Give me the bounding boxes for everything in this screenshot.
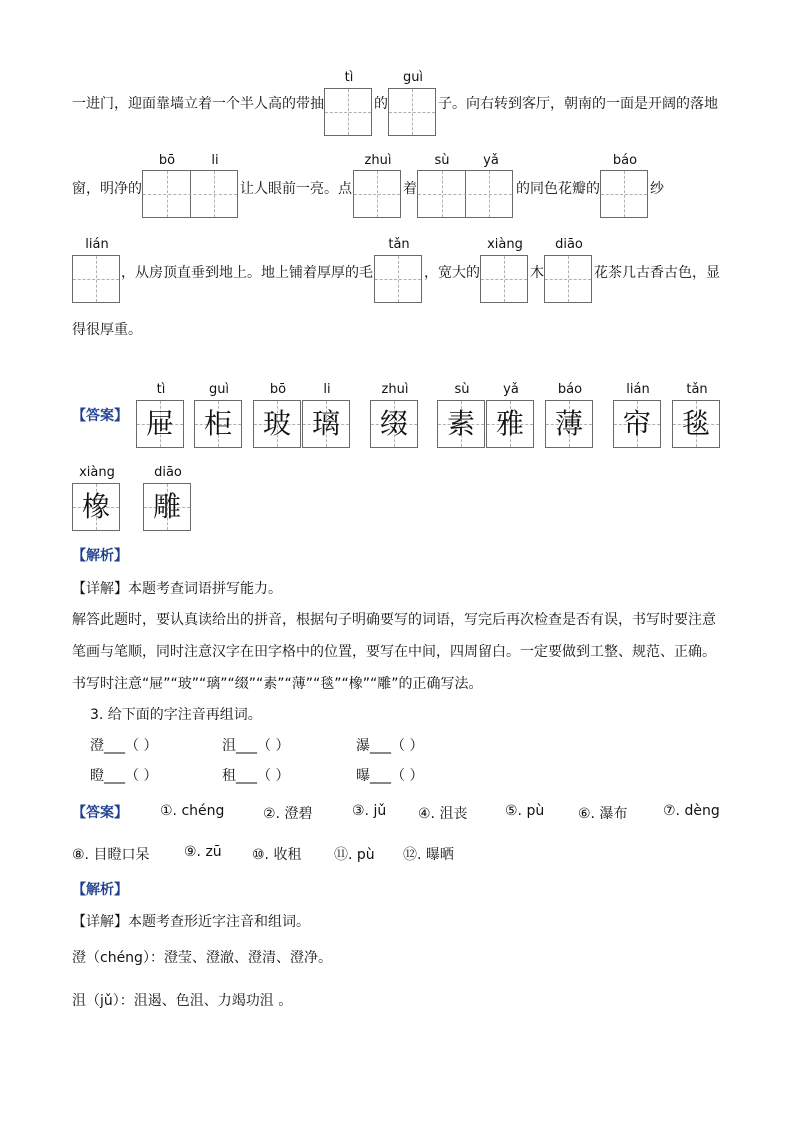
answer2-item: ⑧. 目瞪口呆 [72,847,150,863]
pinyin-diao: diāo [555,237,583,252]
blank-grid-tan[interactable] [374,255,422,303]
pinyin-zhui: zhuì [364,153,392,168]
blank-grid-suya[interactable] [417,170,513,218]
q3-item-zu: 租___（ ） [222,768,290,784]
pinyin-su: sù [434,153,450,168]
answer-pinyin-gui: guì [208,382,230,397]
answer-char-bo: 玻 [262,407,291,440]
analysis2-detail: 本题考查形近字注音和组词。 [128,914,310,930]
blank-grid-gui[interactable] [388,88,436,136]
answer-grid-ya [486,400,534,448]
answer-pinyin-bo: bō [269,382,287,397]
pinyin-lian: lián [85,237,109,252]
answer1-tag: 【答案】 [72,408,128,424]
analysis1-p2: 笔画与笔顺，同时注意汉字在田字格中的位置，要写在中间，四周留白。一定要做到工整、规范、正确。 [72,644,716,660]
analysis1-tag: 【解析】 [72,548,128,564]
analysis2-line2: 沮（jǔ）：沮遏、色沮、力竭功沮 。 [72,993,293,1009]
passage-line3-a: ，从房顶直垂到地上。地上铺着厚厚的毛 [121,265,373,281]
answer2-item: ⑦. dèng [663,803,720,819]
answer-grid-gui [194,400,242,448]
answer-grid-diao [143,483,191,531]
passage-line2-c: 着 [403,181,417,197]
answer2-item: ⑤. pù [505,803,545,819]
passage-line3-d: 花茶几古香古色，显 [594,265,720,281]
answer2-item: ④. 沮丧 [418,806,468,822]
answer-pinyin-lian: lián [626,382,650,397]
blank-grid-diao[interactable] [544,255,592,303]
answer2-item: ①. chéng [160,803,225,819]
pinyin-tan: tǎn [388,237,410,252]
analysis2-detail-line [72,911,310,931]
blank-grid-lian[interactable] [72,255,120,303]
answer-char-su: 素 [446,407,475,440]
passage-line2-b: 让人眼前一亮。点 [240,181,352,197]
passage-line2-d: 的同色花瓣的 [516,181,600,197]
answer2-item: ⑩. 收租 [252,847,302,863]
passage-line3-c: 木 [530,265,544,281]
blank-grid-boli[interactable] [142,170,238,218]
answer2-item: ⑥. 瀑布 [578,806,628,822]
answer-pinyin-li: li [323,382,331,397]
passage-line1-a: 一进门，迎面靠墙立着一个半人高的带抽 [72,96,324,112]
answer-grid-li [302,400,350,448]
question3-title: 3. 给下面的字注音再组词。 [90,707,262,723]
pinyin-bo: bō [158,153,176,168]
answer2-item: ②. 澄碧 [263,806,313,822]
analysis2-tag: 【解析】 [72,882,128,898]
answer-grid-lian [613,400,661,448]
analysis1-detail-line [72,578,282,598]
answer2-tag: 【答案】 [72,805,128,821]
analysis2-detail-tag: 【详解】 [72,914,128,930]
passage-line2-a: 窗，明净的 [72,181,142,197]
passage-line1-b: 的 [374,96,388,112]
passage-line3-b: ，宽大的 [424,265,480,281]
blank-grid-ti[interactable] [324,88,372,136]
answer-char-gui: 柜 [203,407,232,440]
answer-char-xiang: 橡 [81,490,110,523]
answer-grid-zhui [370,400,418,448]
answer2-item: ⑨. zū [184,844,222,860]
answer-char-zhui: 缀 [379,407,408,440]
answer-pinyin-tan: tǎn [686,382,708,397]
answer-pinyin-ti: tì [156,382,166,397]
analysis1-p1: 解答此题时，要认真读给出的拼音，根据句子明确要写的词语，写完后再次检查是否有误，书写时要注意 [72,612,716,628]
analysis1-p3: 书写时注意“屉”“玻”“璃”“缀”“素”“薄”“毯”“橡”“雕”的正确写法。 [72,676,483,692]
answer-pinyin-ya: yǎ [503,382,519,397]
analysis2-line1: 澄（chéng）：澄莹、澄澈、澄清、澄净。 [72,950,332,966]
answer-char-lian: 帘 [622,407,651,440]
answer-pinyin-diao: diāo [154,465,182,480]
analysis1-detail-tag: 【详解】 [72,581,128,597]
answer-grid-tan [672,400,720,448]
answer-pinyin-xiang: xiàng [79,465,115,480]
pinyin-xiang: xiàng [487,237,523,252]
answer-pinyin-zhui: zhuì [381,382,409,397]
answer-char-diao: 雕 [152,490,181,523]
answer-char-tan: 毯 [681,407,710,440]
passage-line4: 得很厚重。 [72,322,142,338]
blank-grid-zhui[interactable] [353,170,401,218]
blank-grid-xiang[interactable] [480,255,528,303]
q3-item-ju: 沮___（ ） [222,738,290,754]
passage-line1-c: 子。向右转到客厅，朝南的一面是开阔的落地 [438,96,718,112]
answer2-item: ③. jǔ [352,803,387,819]
pinyin-bao: báo [612,153,638,168]
answer-char-li: 璃 [311,407,340,440]
answer-grid-bo [253,400,301,448]
q3-item-deng: 瞪___（ ） [90,768,158,784]
pinyin-gui: guì [402,70,424,85]
answer-grid-xiang [72,483,120,531]
answer-char-ti: 屉 [145,407,174,440]
pinyin-ti: tì [344,70,354,85]
q3-item-pu: 瀑___（ ） [356,738,424,754]
q3-item-cheng: 澄___（ ） [90,738,158,754]
passage-line2-e: 纱 [650,181,664,197]
analysis1-detail: 本题考查词语拼写能力。 [128,581,282,597]
answer2-item: ⑪. pù [334,847,375,863]
answer-grid-su [437,400,485,448]
answer-char-ya: 雅 [495,407,524,440]
answer-char-bao: 薄 [554,407,583,440]
q3-item-pu2: 曝___（ ） [356,768,424,784]
answer-grid-ti [136,400,184,448]
answer-grid-bao [545,400,593,448]
answer-pinyin-su: sù [454,382,470,397]
blank-grid-bao[interactable] [600,170,648,218]
pinyin-li: li [211,153,219,168]
pinyin-ya: yǎ [483,153,499,168]
answer2-item: ⑫. 曝晒 [403,847,454,863]
answer-pinyin-bao: báo [557,382,583,397]
